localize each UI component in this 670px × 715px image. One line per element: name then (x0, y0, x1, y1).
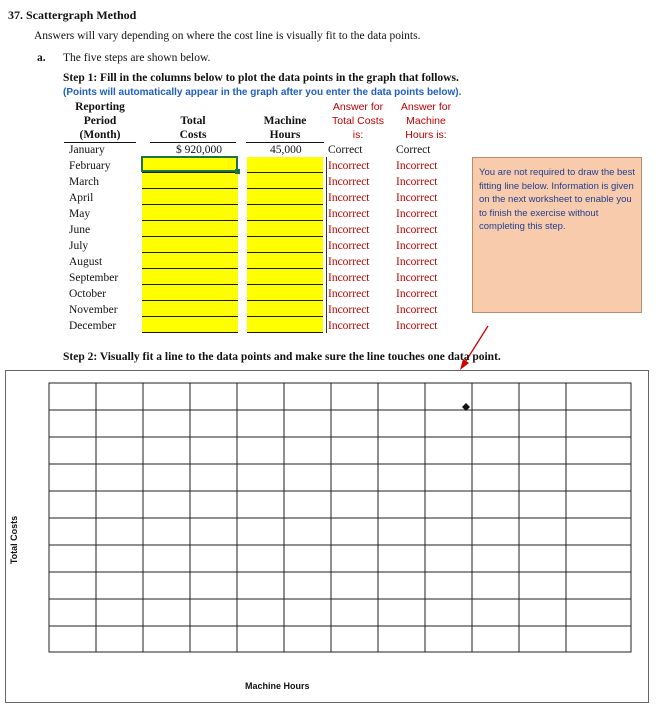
part-a-label: a. (37, 52, 46, 64)
month-label: December (69, 320, 117, 332)
answer-hours-status: Incorrect (396, 288, 438, 300)
answer-hours-status: Incorrect (396, 176, 438, 188)
header-answer-hours-3: Hours is: (405, 129, 447, 141)
header-total-costs-2: Costs (150, 128, 236, 143)
header-answer-costs-3: is: (352, 129, 364, 141)
header-period-3: (Month) (64, 128, 136, 143)
answer-hours-status: Incorrect (396, 160, 438, 172)
step1-instruction: Step 1: Fill in the columns below to plot the data points in the graph that follows. (63, 72, 459, 84)
step1-note: (Points will automatically appear in the graph after you enter the data points below). (63, 87, 462, 98)
note-text: You are not required to draw the best fitting line below. Information is given on the next worksheet to enable you to finish the exercise without completing this step. (479, 167, 635, 232)
month-label: March (69, 176, 100, 188)
answer-costs-status: Incorrect (328, 224, 370, 236)
question-intro: Answers will vary depending on where the cost line is visually fit to the data points. (34, 30, 421, 42)
month-label: May (69, 208, 91, 220)
header-period-1: Reporting (75, 101, 125, 113)
step2-instruction: Step 2: Visually fit a line to the data points and make sure the line touches one data point. (63, 351, 501, 363)
answer-costs-status: Incorrect (328, 256, 370, 268)
answer-hours-status: Incorrect (396, 304, 438, 316)
answer-hours-status: Correct (396, 144, 431, 156)
answer-costs-status: Incorrect (328, 288, 370, 300)
answer-hours-status: Incorrect (396, 272, 438, 284)
month-label: January (69, 144, 105, 156)
answer-hours-status: Incorrect (396, 208, 438, 220)
header-answer-costs-1: Answer for (332, 101, 384, 113)
x-axis-label: Machine Hours (245, 681, 310, 691)
answer-costs-status: Incorrect (328, 160, 370, 172)
header-answer-costs-2: Total Costs (332, 115, 384, 127)
answer-costs-status: Correct (328, 144, 363, 156)
answer-costs-status: Incorrect (328, 240, 370, 252)
header-machine-hours-1: Machine (263, 115, 307, 127)
header-total-costs-1: Total (180, 115, 206, 127)
month-label: September (69, 272, 119, 284)
y-axis-label: Total Costs (9, 515, 19, 565)
part-a-text: The five steps are shown below. (63, 52, 211, 64)
answer-hours-status: Incorrect (396, 256, 438, 268)
total-costs-value: $ 920,000 (176, 144, 222, 156)
answer-hours-status: Incorrect (396, 192, 438, 204)
header-answer-hours-1: Answer for (400, 101, 452, 113)
month-label: April (69, 192, 94, 204)
header-period-2: Period (83, 115, 117, 127)
month-label: June (69, 224, 91, 236)
answer-hours-status: Incorrect (396, 240, 438, 252)
answer-costs-status: Incorrect (328, 176, 370, 188)
answer-costs-status: Incorrect (328, 304, 370, 316)
answer-costs-status: Incorrect (328, 192, 370, 204)
month-label: February (69, 160, 111, 172)
answer-hours-status: Incorrect (396, 224, 438, 236)
answer-hours-status: Incorrect (396, 320, 438, 332)
month-label: November (69, 304, 118, 316)
header-machine-hours-2: Hours (246, 128, 324, 143)
answer-costs-status: Incorrect (328, 272, 370, 284)
machine-hours-value: 45,000 (270, 144, 302, 156)
answer-costs-status: Incorrect (328, 208, 370, 220)
answer-costs-status: Incorrect (328, 320, 370, 332)
month-label: August (69, 256, 103, 268)
question-title: 37. Scattergraph Method (8, 8, 137, 22)
header-answer-hours-2: Machine (406, 115, 446, 127)
month-label: July (69, 240, 89, 252)
month-label: October (69, 288, 107, 300)
